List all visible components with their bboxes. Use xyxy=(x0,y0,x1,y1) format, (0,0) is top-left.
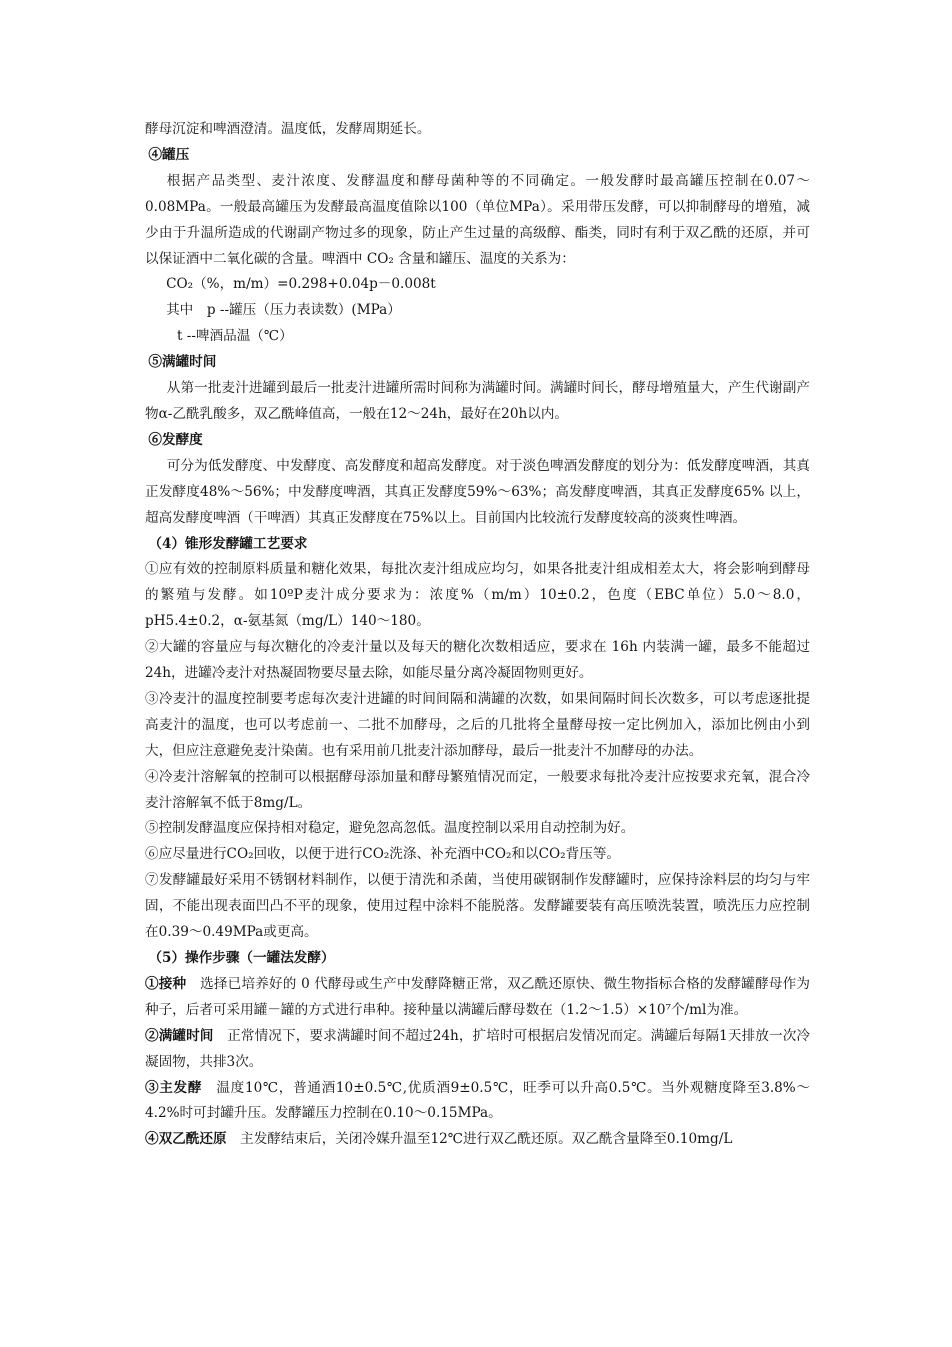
step-inoculation-label: ①接种 xyxy=(145,975,187,992)
step-fill-time-label: ②满罐时间 xyxy=(145,1027,214,1044)
step-diacetyl-reduction-text: 主发酵结束后，关闭冷媒升温至12℃进行双乙酰还原。双乙酰含量降至0.10mg/L xyxy=(226,1131,733,1148)
requirement-7: ⑦发酵罐最好采用不锈钢材料制作，以便于清洗和杀菌，当使用碳钢制作发酵罐时，应保持涂料层的均匀与牢固，不能出现表面凹凸不平的现象，使用过程中涂料不能脱落。发酵罐要装有高压喷洗装置，喷洗压力应控制在0.39～0.49MPa或更高。 xyxy=(145,872,810,941)
step-main-fermentation xyxy=(145,1076,810,1128)
step-inoculation xyxy=(145,972,810,1024)
formula-where-t: t --啤酒品温（℃） xyxy=(176,328,293,345)
heading-tank-pressure: ④罐压 xyxy=(148,146,190,163)
paragraph-attenuation: 可分为低发酵度、中发酵度、高发酵度和超高发酵度。对于淡色啤酒发酵度的划分为：低发酵度啤酒，其真正发酵度48%～56%；中发酵度啤酒，其真正发酵度59%～63%；高发酵度啤酒，其真正发酵度65% 以上，超高发酵度啤酒（干啤酒）其真正发酵度在75%以上。目前国内比较流行发酵度较高的淡爽性啤酒。 xyxy=(145,457,810,526)
formula-where-p: 其中 p --罐压（压力表读数）(MPa） xyxy=(166,302,401,319)
step-main-fermentation-text: 温度10℃，普通酒10±0.5℃,优质酒9±0.5℃，旺季可以升高0.5℃。当外观糖度降至3.8%～4.2%时可封罐升压。发酵罐压力控制在0.10～0.15MPa。 xyxy=(145,1079,811,1122)
heading-attenuation: ⑥发酵度 xyxy=(148,431,203,448)
step-fill-time xyxy=(145,1024,810,1076)
requirement-3: ③冷麦汁的温度控制要考虑每次麦汁进罐的时间间隔和满罐的次数，如果间隔时间长次数多，可以考虑逐批提高麦汁的温度，也可以考虑前一、二批不加酵母，之后的几批将全量酵母按一定比例加入，添加比例由小到大，但应注意避免麦汁染菌。也有采用前几批麦汁添加酵母，最后一批麦汁不加酵母的办法。 xyxy=(145,690,810,759)
step-main-fermentation-label: ③主发酵 xyxy=(145,1079,203,1096)
requirement-6: ⑥应尽量进行CO₂回收，以便于进行CO₂洗涤、补充酒中CO₂和以CO₂背压等。 xyxy=(145,846,621,863)
paragraph-tank-pressure: 根据产品类型、麦汁浓度、发酵温度和酵母菌种等的不同确定。一般发酵时最高罐压控制在0.07～0.08MPa。一般最高罐压为发酵最高温度值除以100（单位MPa）。采用带压发酵，可以抑制酵母的增殖，减少由于升温所造成的代谢副产物过多的现象，防止产生过量的高级醇、酯类，同时有利于双乙酰的还原，并可以保证酒中二氧化碳的含量。啤酒中 CO₂ 含量和罐压、温度的关系为： xyxy=(145,172,810,267)
requirement-2: ②大罐的容量应与每次糖化的冷麦汁量以及每天的糖化次数相适应，要求在 16h 内装满一罐，最多不能超过24h，进罐冷麦汁对热凝固物要尽量去除，如能尽量分离冷凝固物则更好。 xyxy=(145,639,810,682)
heading-fill-time: ⑤满罐时间 xyxy=(148,354,217,371)
step-fill-time-text: 正常情况下，要求满罐时间不超过24h，扩培时可根据启发情况而定。满罐后每隔1天排放一次冷凝固物，共排3次。 xyxy=(145,1027,810,1070)
requirement-1: ①应有效的控制原料质量和糖化效果，每批次麦汁组成应均匀，如果各批麦汁组成相差太大，将会影响到酵母的繁殖与发酵。如10ºP麦汁成分要求为：浓度%（m/m）10±0.2，色度（EBC单位）5.0～8.0，pH5.4±0.2，α-氨基氮（mg/L）140～180。 xyxy=(145,561,810,630)
section-heading-operation-steps: （5）操作步骤（一罐法发酵） xyxy=(148,950,335,966)
requirement-4: ④冷麦汁溶解氧的控制可以根据酵母添加量和酵母繁殖情况而定，一般要求每批冷麦汁应按要求充氧，混合冷麦汁溶解氧不低于8mg/L。 xyxy=(145,768,810,811)
paragraph-continuation: 酵母沉淀和啤酒澄清。温度低，发酵周期延长。 xyxy=(145,121,431,137)
document-page xyxy=(145,117,810,1153)
paragraph-fill-time: 从第一批麦汁进罐到最后一批麦汁进罐所需时间称为满罐时间。满罐时间长，酵母增殖量大，产生代谢副产物α-乙酰乳酸多，双乙酰峰值高，一般在12～24h，最好在20h以内。 xyxy=(145,380,810,422)
step-diacetyl-reduction xyxy=(145,1127,810,1153)
requirement-5: ⑤控制发酵温度应保持相对稳定，避免忽高忽低。温度控制以采用自动控制为好。 xyxy=(145,820,635,837)
section-heading-cct-requirements: （4）锥形发酵罐工艺要求 xyxy=(148,535,308,552)
step-diacetyl-reduction-label: ④双乙酰还原 xyxy=(145,1131,227,1148)
co2-formula: CO₂（%，m/m）=0.298+0.04p－0.008t xyxy=(166,276,436,293)
step-inoculation-text: 选择已培养好的 0 代酵母或生产中发酵降糖正常，双乙酰还原快、微生物指标合格的发酵罐酵母作为种子，后者可采用罐－罐的方式进行串种。接种量以满罐后酵母数在（1.2～1.5）×10⁷个/ml为准。 xyxy=(145,975,811,1018)
